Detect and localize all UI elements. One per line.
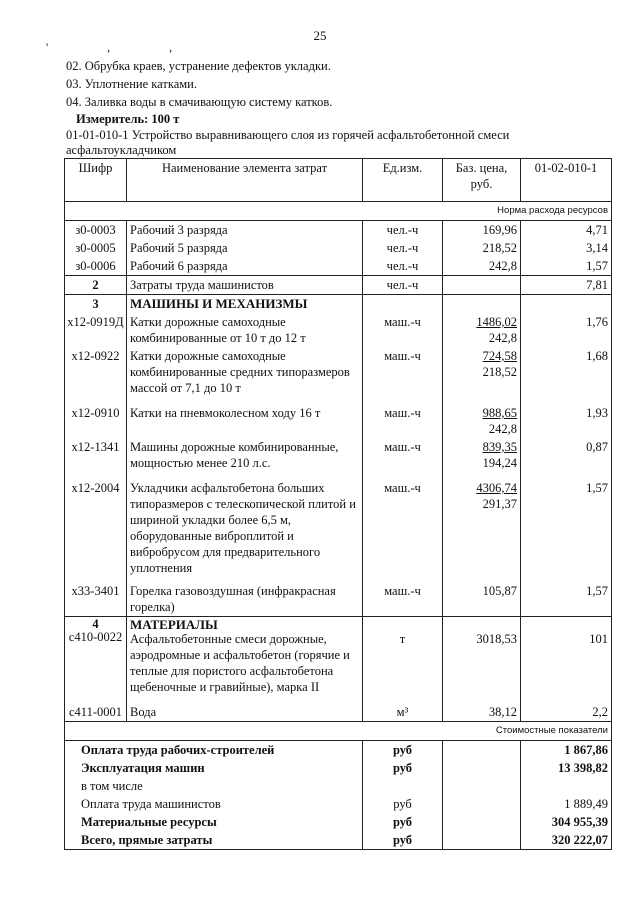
row-price — [443, 313, 521, 347]
price-secondary: 242,8 — [488, 331, 517, 345]
resource-norm-table — [64, 158, 612, 850]
row-code: з0-0003 — [65, 221, 127, 240]
norm-title-line-1: 01-01-010-1 Устройство выравнивающего слоя из горячей асфальтобетонной смеси — [66, 128, 510, 142]
row-price: 242,8 — [443, 257, 521, 276]
price-main: 839,35 — [482, 440, 517, 454]
row-name: Катки дорожные самоходные комбинированные средних типоразмеров массой от 7,1 до 10 т — [127, 347, 363, 397]
price-main: 4306,74 — [476, 481, 517, 495]
table-row — [65, 347, 612, 397]
row-code: х12-2004 — [65, 472, 127, 577]
table-row — [65, 696, 612, 722]
row-norm: 1,76 — [521, 313, 612, 347]
section-title-cell — [127, 617, 363, 697]
summary-unit: руб — [363, 795, 443, 813]
cost-subheader-row — [65, 722, 612, 741]
row-name: Рабочий 5 разряда — [127, 239, 363, 257]
section-title: МАШИНЫ И МЕХАНИЗМЫ — [127, 295, 363, 314]
row-price — [443, 472, 521, 577]
norm-subheader-row — [65, 202, 612, 221]
row-unit: чел.-ч — [363, 276, 443, 295]
row-name: Рабочий 6 разряда — [127, 257, 363, 276]
section-code: 4 — [92, 617, 99, 631]
table-row — [65, 397, 612, 438]
row-code: х12-0922 — [65, 347, 127, 397]
table-row — [65, 313, 612, 347]
table-row — [65, 472, 612, 577]
section-code-cell — [65, 617, 127, 697]
row-unit: чел.-ч — [363, 239, 443, 257]
row-code: х12-0919Д — [65, 313, 127, 347]
row-norm: 0,87 — [521, 438, 612, 472]
cost-subheader: Стоимостные показатели — [65, 722, 612, 741]
row-code: с410-0022 — [68, 630, 123, 644]
intro-line-1: 02. Обрубка краев, устранение дефектов укладки. — [66, 59, 331, 73]
section-row — [65, 617, 612, 697]
section-row — [65, 295, 612, 314]
row-unit: маш.-ч — [363, 313, 443, 347]
row-unit: м³ — [363, 696, 443, 722]
price-secondary: 218,52 — [482, 365, 517, 379]
row-norm: 1,57 — [521, 472, 612, 577]
summary-row — [65, 777, 612, 795]
row-norm: 1,93 — [521, 397, 612, 438]
intro-line-2: 03. Уплотнение катками. — [66, 77, 197, 91]
row-price: 38,12 — [443, 696, 521, 722]
row-unit: т — [363, 617, 443, 697]
row-norm: 1,57 — [521, 257, 612, 276]
row-code: х33-3401 — [65, 577, 127, 617]
row-code: с411-0001 — [65, 696, 127, 722]
table-header-row — [65, 159, 612, 202]
header-price: Баз. цена, руб. — [443, 159, 521, 202]
table-row — [65, 276, 612, 295]
summary-label: Всего, прямые затраты — [65, 831, 363, 850]
row-norm: 2,2 — [521, 696, 612, 722]
row-unit: чел.-ч — [363, 257, 443, 276]
table-row — [65, 577, 612, 617]
row-name: Вода — [127, 696, 363, 722]
price-main: 988,65 — [482, 406, 517, 420]
row-norm: 1,57 — [521, 577, 612, 617]
norm-subheader: Норма расхода ресурсов — [65, 202, 612, 221]
summary-unit: руб — [363, 813, 443, 831]
row-norm: 4,71 — [521, 221, 612, 240]
row-name: Затраты труда машинистов — [127, 276, 363, 295]
row-name: Рабочий 3 разряда — [127, 221, 363, 240]
row-price: 3018,53 — [443, 617, 521, 697]
summary-row — [65, 813, 612, 831]
row-code: з0-0005 — [65, 239, 127, 257]
row-price — [443, 397, 521, 438]
summary-label: Материальные ресурсы — [65, 813, 363, 831]
row-name: Укладчики асфальтобетона больших типоразмеров с телескопической плитой и шириной укладки более 6,5 м, оборудованные виброплитой и вибробрусом для предварительного уплотнения — [127, 472, 363, 577]
section-title: МАТЕРИАЛЫ — [130, 617, 218, 632]
row-name: Горелка газовоздушная (инфракрасная горелка) — [127, 577, 363, 617]
price-secondary: 291,37 — [482, 497, 517, 511]
row-unit: маш.-ч — [363, 438, 443, 472]
row-norm: 1,68 — [521, 347, 612, 397]
measurer: Измеритель: 100 т — [76, 112, 180, 126]
summary-label: Эксплуатация машин — [65, 759, 363, 777]
page-number: 25 — [313, 28, 327, 43]
row-code: х12-0910 — [65, 397, 127, 438]
summary-value: 320 222,07 — [521, 831, 612, 850]
table-row — [65, 438, 612, 472]
row-unit: маш.-ч — [363, 397, 443, 438]
summary-value: 1 867,86 — [521, 741, 612, 760]
summary-row — [65, 759, 612, 777]
summary-unit: руб — [363, 759, 443, 777]
row-unit: маш.-ч — [363, 577, 443, 617]
summary-value: 304 955,39 — [521, 813, 612, 831]
table-row — [65, 257, 612, 276]
row-name: Катки дорожные самоходные комбинированные от 10 т до 12 т — [127, 313, 363, 347]
row-price: 169,96 — [443, 221, 521, 240]
header-name: Наименование элемента затрат — [127, 159, 363, 202]
summary-row — [65, 795, 612, 813]
row-price: 105,87 — [443, 577, 521, 617]
row-price — [443, 276, 521, 295]
summary-label: Оплата труда машинистов — [65, 795, 363, 813]
row-unit: маш.-ч — [363, 347, 443, 397]
summary-value: 1 889,49 — [521, 795, 612, 813]
summary-unit: руб — [363, 831, 443, 850]
row-code: х12-1341 — [65, 438, 127, 472]
row-norm: 3,14 — [521, 239, 612, 257]
table-row — [65, 239, 612, 257]
price-secondary: 194,24 — [482, 456, 517, 470]
price-secondary: 242,8 — [488, 422, 517, 436]
row-name: Асфальтобетонные смеси дорожные, аэродромные и асфальтобетон (горячие и теплые для пористого асфальтобетона щебеночные и гравийные), марка II — [130, 632, 350, 694]
row-price — [443, 347, 521, 397]
summary-row — [65, 831, 612, 850]
row-name: Катки на пневмоколесном ходу 16 т — [127, 397, 363, 438]
row-unit: чел.-ч — [363, 221, 443, 240]
header-norm: 01-02-010-1 — [521, 159, 612, 202]
row-name: Машины дорожные комбинированные, мощностью менее 210 л.с. — [127, 438, 363, 472]
norm-title-line-2: асфальтоукладчиком — [66, 143, 177, 157]
row-code: з0-0006 — [65, 257, 127, 276]
row-price: 218,52 — [443, 239, 521, 257]
price-main: 724,58 — [482, 349, 517, 363]
row-code: 2 — [65, 276, 127, 295]
summary-row — [65, 741, 612, 760]
price-main: 1486,02 — [476, 315, 517, 329]
section-code: 3 — [65, 295, 127, 314]
header-code: Шифр — [65, 159, 127, 202]
margin-marks: ' , , — [46, 40, 201, 54]
row-unit: маш.-ч — [363, 472, 443, 577]
summary-including: в том числе — [65, 777, 363, 795]
table-row — [65, 221, 612, 240]
summary-value: 13 398,82 — [521, 759, 612, 777]
row-norm: 7,81 — [521, 276, 612, 295]
intro-line-3: 04. Заливка воды в смачивающую систему катков. — [66, 95, 333, 109]
row-price — [443, 438, 521, 472]
summary-label: Оплата труда рабочих-строителей — [65, 741, 363, 760]
row-norm: 101 — [521, 617, 612, 697]
summary-unit: руб — [363, 741, 443, 760]
header-unit: Ед.изм. — [363, 159, 443, 202]
